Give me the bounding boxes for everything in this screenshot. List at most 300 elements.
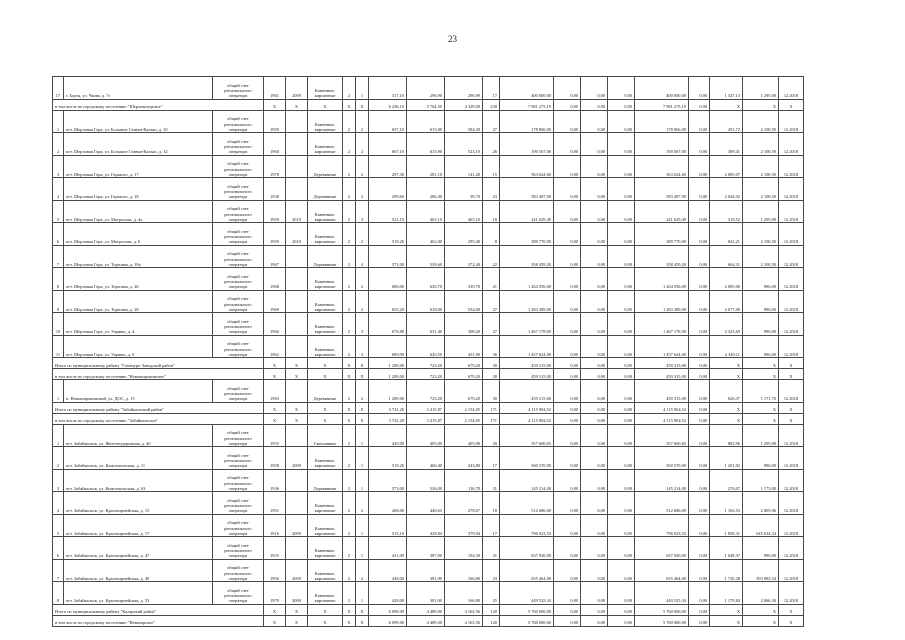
municipal-funds-cell: 0,00 <box>608 268 635 291</box>
residents-cell: 120 <box>483 615 500 626</box>
total-cost-cell: 178 866,00 <box>500 110 554 133</box>
unit-cost-cell: 291,72 <box>710 110 743 133</box>
total-cost-cell: 145 214,00 <box>500 469 554 492</box>
total-cost-cell: 4 115 904,52 <box>500 413 554 424</box>
total-cost-cell: 400 000,00 <box>500 77 554 100</box>
municipal-funds-cell: 0,00 <box>608 380 635 403</box>
fund-method-cell: общий счет регионального оператора <box>213 110 264 133</box>
federal-funds-cell: 0,00 <box>554 469 581 492</box>
completion-date-cell: X <box>779 99 804 110</box>
regional-funds-cell: 0,00 <box>581 559 608 582</box>
residents-cell: 26 <box>483 133 500 156</box>
municipal-funds-cell: 0,00 <box>608 200 635 223</box>
total-area-cell: 657,10 <box>369 110 407 133</box>
wall-material-cell: Каменные, кирпичные <box>308 133 343 156</box>
residents-cell: 171 <box>483 402 500 413</box>
max-unit-cost-cell: 986,00 <box>743 268 779 291</box>
federal-funds-cell: 0,00 <box>554 369 581 380</box>
address-cell: пгт. Шерловая Гора, ул. Матросова, д. 6 <box>64 223 213 246</box>
other-funds-cell: 0,00 <box>689 155 710 178</box>
regional-funds-cell: 0,00 <box>581 223 608 246</box>
completion-date-cell: 12.2018 <box>779 77 804 100</box>
max-unit-cost-cell: 2 100,50 <box>743 245 779 268</box>
year-built-cell: 1936 <box>264 469 286 492</box>
year-built-cell: 1959 <box>264 110 286 133</box>
total-area-cell: 429,00 <box>369 424 407 447</box>
year-renovated-cell <box>286 537 308 560</box>
row-number-cell: 7 <box>53 245 64 268</box>
wall-material-cell: Каменные, кирпичные <box>308 514 343 537</box>
other-funds-cell: 0,00 <box>689 604 710 615</box>
address-cell: пгт. Шерловая Гора, ул. Горького, д. 18 <box>64 178 213 201</box>
completion-date-cell: 12.2018 <box>779 290 804 313</box>
building-row <box>53 582 804 605</box>
entrances-cell: X <box>356 604 369 615</box>
other-funds-cell: 0,00 <box>689 413 710 424</box>
year-renovated-cell <box>286 178 308 201</box>
max-unit-cost-cell: X <box>743 99 779 110</box>
completion-date-cell: 12.2018 <box>779 110 804 133</box>
max-unit-cost-cell: X <box>743 369 779 380</box>
wall-material-cell: Каменные, кирпичные <box>308 268 343 291</box>
floors-cell: 2 <box>343 424 356 447</box>
year-renovated-cell: X <box>286 99 308 110</box>
building-row <box>53 559 804 582</box>
residential-area-cell: 381,00 <box>407 582 445 605</box>
total-area-cell: 571,00 <box>369 245 407 268</box>
total-cost-cell: 358 459,20 <box>500 245 554 268</box>
row-number-cell: 10 <box>53 313 64 336</box>
row-number-cell: 4 <box>53 178 64 201</box>
max-unit-cost-cell: 986,00 <box>743 447 779 470</box>
floors-cell: 2 <box>343 223 356 246</box>
owner-funds-cell: 190 567,00 <box>635 133 689 156</box>
regional-funds-cell: 0,00 <box>581 77 608 100</box>
completion-date-cell: 12.2018 <box>779 178 804 201</box>
building-row <box>53 223 804 246</box>
year-renovated-cell: X <box>286 604 308 615</box>
year-renovated-cell <box>286 469 308 492</box>
municipal-funds-cell: 0,00 <box>608 358 635 369</box>
row-number-cell: 17 <box>53 77 64 100</box>
entrances-cell: 1 <box>356 514 369 537</box>
regional-funds-cell: 0,00 <box>581 245 608 268</box>
other-funds-cell: 0,00 <box>689 615 710 626</box>
residential-area-cell: 381,00 <box>407 559 445 582</box>
address-cell: пгт. Шерловая Гора, ул. Ущанко, д. 6 <box>64 335 213 358</box>
regional-funds-cell: 0,00 <box>581 290 608 313</box>
federal-funds-cell: 0,00 <box>554 200 581 223</box>
subtotal-label: Итого по муниципальному району "Забайкальский район" <box>53 402 264 413</box>
municipal-funds-cell: 0,00 <box>608 604 635 615</box>
entrances-cell: 4 <box>356 245 369 268</box>
residents-cell: 17 <box>483 447 500 470</box>
federal-funds-cell: 0,00 <box>554 413 581 424</box>
wall-material-cell: Смешанные <box>308 424 343 447</box>
year-built-cell: X <box>264 413 286 424</box>
total-cost-cell: 389 770,00 <box>500 223 554 246</box>
regional-funds-cell: 0,00 <box>581 492 608 515</box>
completion-date-cell: X <box>779 615 804 626</box>
regional-funds-cell: 0,00 <box>581 514 608 537</box>
building-row <box>53 268 804 291</box>
floors-cell: 2 <box>343 335 356 358</box>
fund-method-cell: общий счет регионального оператора <box>213 514 264 537</box>
wall-material-cell: Каменные, кирпичные <box>308 537 343 560</box>
municipal-funds-cell: 0,00 <box>608 223 635 246</box>
total-area-cell: 468,00 <box>369 492 407 515</box>
other-funds-cell: 0,00 <box>689 99 710 110</box>
other-funds-cell: 0,00 <box>689 559 710 582</box>
residents-cell: 36 <box>483 335 500 358</box>
row-number-cell: 2 <box>53 133 64 156</box>
max-unit-cost-cell: 986,00 <box>743 290 779 313</box>
owned-area-cell: 465,10 <box>445 200 483 223</box>
owned-area-cell: 166,80 <box>445 582 483 605</box>
wall-material-cell: Каменные, кирпичные <box>308 582 343 605</box>
residential-area-cell: 539,60 <box>407 245 445 268</box>
building-row <box>53 492 804 515</box>
completion-date-cell: X <box>779 402 804 413</box>
year-built-cell: 1962 <box>264 335 286 358</box>
regional-funds-cell: 0,00 <box>581 424 608 447</box>
total-cost-cell: 459 315,00 <box>500 358 554 369</box>
residential-area-cell: 286,40 <box>407 178 445 201</box>
max-unit-cost-cell: 2 805,06 <box>743 492 779 515</box>
unit-cost-cell: 2 005,00 <box>710 268 743 291</box>
owned-area-cell: 405,00 <box>445 424 483 447</box>
owned-area-cell: 194,30 <box>445 537 483 560</box>
residential-area-cell: 440,63 <box>407 492 445 515</box>
max-unit-cost-cell: 2 100,50 <box>743 223 779 246</box>
completion-date-cell: X <box>779 369 804 380</box>
entrances-cell: 2 <box>356 110 369 133</box>
total-cost-cell: 655 464,00 <box>500 559 554 582</box>
other-funds-cell: 0,00 <box>689 110 710 133</box>
floors-cell: X <box>343 604 356 615</box>
owned-area-cell: 4 329,00 <box>445 99 483 110</box>
total-cost-cell: 560 570,00 <box>500 447 554 470</box>
year-renovated-cell: 2010 <box>286 200 308 223</box>
regional-funds-cell: 0,00 <box>581 604 608 615</box>
wall-material-cell: Каменные, кирпичные <box>308 110 343 133</box>
owned-area-cell: 584,30 <box>445 110 483 133</box>
residential-area-cell: 615,00 <box>407 110 445 133</box>
unit-cost-cell: 1 648,37 <box>710 537 743 560</box>
floors-cell: X <box>343 402 356 413</box>
total-cost-cell: 4 115 904,52 <box>500 402 554 413</box>
wall-material-cell: Деревянные <box>308 178 343 201</box>
residential-area-cell: 5 764,50 <box>407 99 445 110</box>
total-cost-cell: 459 315,00 <box>500 380 554 403</box>
municipal-funds-cell: 0,00 <box>608 447 635 470</box>
owned-area-cell: 451,90 <box>445 335 483 358</box>
wall-material-cell: Каменные, кирпичные <box>308 492 343 515</box>
wall-material-cell: X <box>308 99 343 110</box>
total-area-cell: 428,00 <box>369 582 407 605</box>
federal-funds-cell: 0,00 <box>554 77 581 100</box>
address-cell: пгт. Шерловая Гора, ул. Матросова, д. 4а <box>64 200 213 223</box>
federal-funds-cell: 0,00 <box>554 559 581 582</box>
residents-cell: 17 <box>483 514 500 537</box>
row-number-cell: 2 <box>53 447 64 470</box>
federal-funds-cell: 0,00 <box>554 402 581 413</box>
federal-funds-cell: 0,00 <box>554 133 581 156</box>
total-area-cell: 297,30 <box>369 155 407 178</box>
residents-cell: 21 <box>483 537 500 560</box>
owned-area-cell: 679,20 <box>445 380 483 403</box>
residential-area-cell: 631,40 <box>407 313 445 336</box>
address-cell: пгт. Шерловая Гора, ул. Торговая, д. 26 <box>64 268 213 291</box>
floors-cell: 2 <box>343 313 356 336</box>
regional-funds-cell: 0,00 <box>581 313 608 336</box>
year-built-cell: X <box>264 369 286 380</box>
total-cost-cell: 1 283 389,00 <box>500 290 554 313</box>
row-number-cell: 8 <box>53 268 64 291</box>
regional-funds-cell: 0,00 <box>581 155 608 178</box>
federal-funds-cell: 0,00 <box>554 492 581 515</box>
address-cell: пгт. Забайкальск, ул. Красноармейская, д. 53 <box>64 582 213 605</box>
year-renovated-cell <box>286 335 308 358</box>
total-area-cell: 317,10 <box>369 77 407 100</box>
federal-funds-cell: 0,00 <box>554 335 581 358</box>
year-renovated-cell <box>286 155 308 178</box>
fund-method-cell: общий счет регионального оператора <box>213 424 264 447</box>
owner-funds-cell: 1 467 178,00 <box>635 313 689 336</box>
federal-funds-cell: 0,00 <box>554 99 581 110</box>
residents-cell: 8 <box>483 223 500 246</box>
year-renovated-cell: 2009 <box>286 77 308 100</box>
other-funds-cell: 0,00 <box>689 77 710 100</box>
completion-date-cell: 12.2018 <box>779 380 804 403</box>
wall-material-cell: Деревянные <box>308 245 343 268</box>
unit-cost-cell: 1 179,84 <box>710 582 743 605</box>
federal-funds-cell: 0,00 <box>554 537 581 560</box>
federal-funds-cell: 0,00 <box>554 268 581 291</box>
fund-method-cell: общий счет регионального оператора <box>213 492 264 515</box>
year-built-cell: 1966 <box>264 313 286 336</box>
max-unit-cost-cell: 2 866,30 <box>743 582 779 605</box>
row-number-cell: 1 <box>53 110 64 133</box>
regional-funds-cell: 0,00 <box>581 178 608 201</box>
federal-funds-cell: 0,00 <box>554 245 581 268</box>
unit-cost-cell: X <box>710 369 743 380</box>
row-number-cell: 11 <box>53 335 64 358</box>
residents-cell: 18 <box>483 200 500 223</box>
max-unit-cost-cell: 1 295,00 <box>743 77 779 100</box>
federal-funds-cell: 0,00 <box>554 178 581 201</box>
total-area-cell: 689,90 <box>369 335 407 358</box>
year-built-cell: 1956 <box>264 559 286 582</box>
year-built-cell: 1959 <box>264 200 286 223</box>
max-unit-cost-cell: 986,00 <box>743 313 779 336</box>
total-area-cell: 667,10 <box>369 133 407 156</box>
residential-area-cell: 620,50 <box>407 335 445 358</box>
owner-funds-cell: 655 464,00 <box>635 559 689 582</box>
total-area-cell: 428,00 <box>369 559 407 582</box>
residential-area-cell: 618,00 <box>407 290 445 313</box>
residents-cell: 23 <box>483 559 500 582</box>
owner-funds-cell: 4 115 904,52 <box>635 413 689 424</box>
federal-funds-cell: 0,00 <box>554 514 581 537</box>
owner-funds-cell: 5 760 000,00 <box>635 604 689 615</box>
owned-area-cell: 679,20 <box>445 369 483 380</box>
address-cell: пгт. Забайкальск, ул. Красноармейская, д. 17 <box>64 514 213 537</box>
total-area-cell: 6 099,00 <box>369 615 407 626</box>
owner-funds-cell: 400 000,00 <box>635 77 689 100</box>
federal-funds-cell: 0,00 <box>554 110 581 133</box>
building-row <box>53 447 804 470</box>
year-built-cell: X <box>264 615 286 626</box>
owner-funds-cell: 459 315,00 <box>635 380 689 403</box>
fund-method-cell: общий счет регионального оператора <box>213 582 264 605</box>
other-funds-cell: 0,00 <box>689 380 710 403</box>
entrances-cell: 1 <box>356 582 369 605</box>
regional-funds-cell: 0,00 <box>581 413 608 424</box>
total-area-cell: 6 099,00 <box>369 604 407 615</box>
year-renovated-cell <box>286 290 308 313</box>
entrances-cell: X <box>356 615 369 626</box>
fund-method-cell: общий счет регионального оператора <box>213 469 264 492</box>
year-renovated-cell: 2009 <box>286 514 308 537</box>
residents-cell: 120 <box>483 604 500 615</box>
year-built-cell: 1916 <box>264 514 286 537</box>
page-number: 23 <box>448 34 457 44</box>
year-renovated-cell: X <box>286 358 308 369</box>
floors-cell: X <box>343 358 356 369</box>
address-cell: пгт. Забайкальск, ул. Железнодорожная, д. 40 <box>64 424 213 447</box>
wall-material-cell: X <box>308 604 343 615</box>
floors-cell: 2 <box>343 200 356 223</box>
year-renovated-cell <box>286 313 308 336</box>
residents-cell: 30 <box>483 358 500 369</box>
unit-cost-cell: 664,31 <box>710 245 743 268</box>
floors-cell: 2 <box>343 110 356 133</box>
municipal-funds-cell: 0,00 <box>608 77 635 100</box>
total-area-cell: 573,00 <box>369 469 407 492</box>
address-cell: пгт. Забайкальск, ул. Красноармейская, д. 47 <box>64 537 213 560</box>
subtotal-label: Итого по муниципальному району "Газимуро-Заводский район" <box>53 358 264 369</box>
total-area-cell: 519,20 <box>369 223 407 246</box>
other-funds-cell: 0,00 <box>689 469 710 492</box>
owner-funds-cell: 357 600,65 <box>635 424 689 447</box>
floors-cell: 2 <box>343 514 356 537</box>
fund-method-cell: общий счет регионального оператора <box>213 200 264 223</box>
entrances-cell: X <box>356 99 369 110</box>
address-cell: пгт. Шерловая Гора, ул. Ущанко, д. 4 <box>64 313 213 336</box>
owner-funds-cell: 583 407,90 <box>635 178 689 201</box>
federal-funds-cell: 0,00 <box>554 615 581 626</box>
total-area-cell: 3 741,20 <box>369 402 407 413</box>
subtotal-row <box>53 615 804 626</box>
max-unit-cost-cell: 2 100,50 <box>743 178 779 201</box>
floors-cell: 2 <box>343 245 356 268</box>
residential-area-cell: 281,10 <box>407 155 445 178</box>
fund-method-cell: общий счет регионального оператора <box>213 380 264 403</box>
building-row <box>53 313 804 336</box>
max-unit-cost-cell: 1 171,70 <box>743 380 779 403</box>
owner-funds-cell: 459 315,00 <box>635 369 689 380</box>
year-renovated-cell <box>286 245 308 268</box>
regional-funds-cell: 0,00 <box>581 369 608 380</box>
year-built-cell: 1935 <box>264 537 286 560</box>
building-row <box>53 77 804 100</box>
floors-cell: 2 <box>343 133 356 156</box>
entrances-cell: X <box>356 402 369 413</box>
year-renovated-cell <box>286 110 308 133</box>
floors-cell: 2 <box>343 492 356 515</box>
unit-cost-cell: 1 720,38 <box>710 559 743 582</box>
subtotal-label: в том числе по городскому поселению "Шерловогорское" <box>53 99 264 110</box>
completion-date-cell: 12.2018 <box>779 200 804 223</box>
other-funds-cell: 0,00 <box>689 290 710 313</box>
total-area-cell: 431,00 <box>369 537 407 560</box>
entrances-cell: 1 <box>356 537 369 560</box>
entrances-cell: 2 <box>356 559 369 582</box>
subtotal-label: в том числе по городскому поселению "Забайкальское" <box>53 413 264 424</box>
residential-area-cell: 630,70 <box>407 268 445 291</box>
address-cell: пгт. Забайкальск, ул. Комсомольская, д. 11 <box>64 447 213 470</box>
max-unit-cost-cell: X <box>743 604 779 615</box>
total-area-cell: 3 741,20 <box>369 413 407 424</box>
municipal-funds-cell: 0,00 <box>608 537 635 560</box>
municipal-funds-cell: 0,00 <box>608 133 635 156</box>
total-cost-cell: 637 920,00 <box>500 537 554 560</box>
wall-material-cell: Каменные, кирпичные <box>308 335 343 358</box>
wall-material-cell: Деревянные <box>308 469 343 492</box>
address-cell: пгт. Шерловая Гора, ул. Горького, д. 17 <box>64 155 213 178</box>
wall-material-cell: X <box>308 369 343 380</box>
address-cell: пгт. Шерловая Гора, ул. Большие Ставки-Калько, д. 10 <box>64 110 213 133</box>
subtotal-row <box>53 99 804 110</box>
total-area-cell: 676,80 <box>369 313 407 336</box>
owned-area-cell: 2 154,05 <box>445 413 483 424</box>
owner-funds-cell: 358 459,20 <box>635 245 689 268</box>
building-row <box>53 514 804 537</box>
row-number-cell: 5 <box>53 514 64 537</box>
year-renovated-cell <box>286 424 308 447</box>
entrances-cell: 3 <box>356 313 369 336</box>
year-renovated-cell: X <box>286 369 308 380</box>
entrances-cell: 3 <box>356 335 369 358</box>
fund-method-cell: общий счет регионального оператора <box>213 223 264 246</box>
residents-cell: 30 <box>483 369 500 380</box>
completion-date-cell: 12.2018 <box>779 313 804 336</box>
owned-area-cell: 295,40 <box>445 223 483 246</box>
residential-area-cell: 723,20 <box>407 358 445 369</box>
regional-funds-cell: 0,00 <box>581 99 608 110</box>
owned-area-cell: 679,20 <box>445 358 483 369</box>
year-renovated-cell: X <box>286 413 308 424</box>
unit-cost-cell: 2 077,00 <box>710 290 743 313</box>
total-cost-cell: 241 629,49 <box>500 200 554 223</box>
address-cell: пгт. Забайкальск, ул. Красноармейская, д. 49 <box>64 559 213 582</box>
address-cell: г. Борзя, ул. Чкова, д. 7г <box>64 77 213 100</box>
municipal-funds-cell: 0,00 <box>608 245 635 268</box>
row-number-cell: 6 <box>53 223 64 246</box>
completion-date-cell: 12.2018 <box>779 582 804 605</box>
wall-material-cell: Каменные, кирпичные <box>308 447 343 470</box>
residential-area-cell: 4 489,00 <box>407 615 445 626</box>
wall-material-cell: X <box>308 615 343 626</box>
owned-area-cell: 243,80 <box>445 447 483 470</box>
year-built-cell: X <box>264 99 286 110</box>
completion-date-cell: 12.2018 <box>779 492 804 515</box>
residents-cell: 17 <box>483 77 500 100</box>
fund-method-cell: общий счет регионального оператора <box>213 245 264 268</box>
unit-cost-cell: 626,37 <box>710 380 743 403</box>
total-cost-cell: 1 457 624,00 <box>500 335 554 358</box>
